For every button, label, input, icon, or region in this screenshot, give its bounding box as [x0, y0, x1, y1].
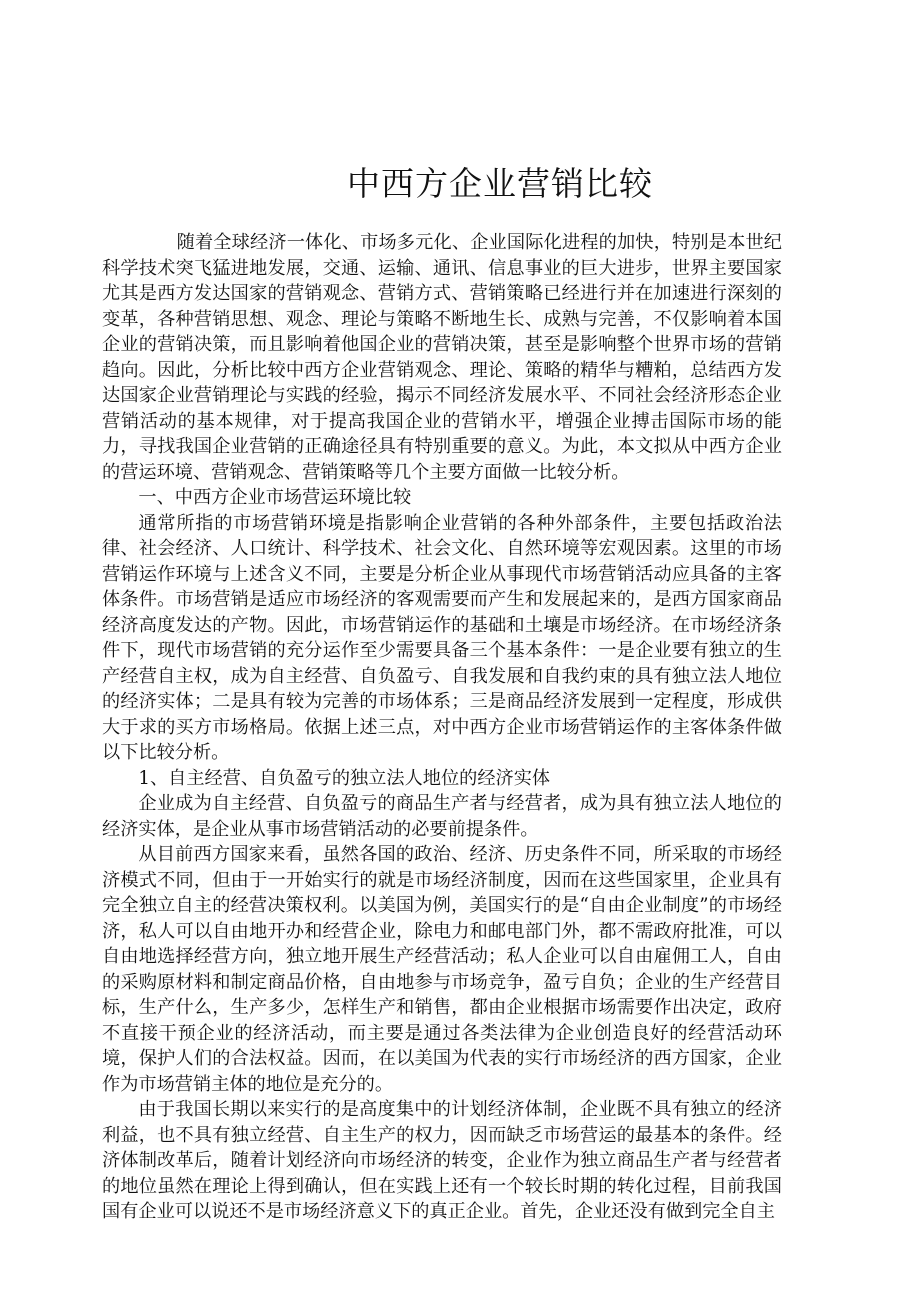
- subsection-heading: 1、自主经营、自负盈亏的独立法人地位的经济实体: [138, 767, 551, 789]
- body-paragraph: 通常所指的市场营销环境是指影响企业营销的各种外部条件，主要包括政治法律、社会经济、人口统计、科学技术、社会文化、自然环境等宏观因素。这里的市场营销运作环境与上述含义不同，主要是分析企业从事现代市场营销活动应具备的主客体条件。市场营销是适应市场经济的客观需要而产生和发展起来的，是西方国家商品经济高度发达的产物。因此，市场营销运作的基础和土壤是市场经济。在市场经济条件下，现代市场营销的充分运作至少需要具备三个基本条件：一是企业要有独立的生产经营自主权，成为自主经营、自负盈亏、自我发展和自我约束的具有独立法人地位的经济实体；二是具有较为完善的市场体系；三是商品经济发展到一定程度，形成供大于求的买方市场格局。依据上述三点，对中西方企业市场营销运作的主客体条件做以下比较分析。: [102, 512, 782, 763]
- body-paragraph: 从目前西方国家来看，虽然各国的政治、经济、历史条件不同，所采取的市场经济模式不同，但由于一开始实行的就是市场经济制度，因而在这些国家里，企业具有完全独立自主的经营决策权利。以美国为例，美国实行的是“自由企业制度”的市场经济，私人可以自由地开办和经营企业，除电力和邮电部门外，都不需政府批准，可以自由地选择经营方向，独立地开展生产经营活动；私人企业可以自由雇佣工人，自由的采购原材料和制定商品价格，自由地参与市场竞争，盈亏自负；企业的生产经营目标，生产什么，生产多少，怎样生产和销售，都由企业根据市场需要作出决定，政府不直接干预企业的经济活动，而主要是通过各类法律为企业创造良好的经营活动环境，保护人们的合法权益。因而，在以美国为代表的实行市场经济的西方国家，企业作为市场营销主体的地位是充分的。: [102, 844, 782, 1095]
- intro-paragraph: 随着全球经济一体化、市场多元化、企业国际化进程的加快，特别是本世纪科学技术突飞猛进地发展，交通、运输、通讯、信息事业的巨大进步，世界主要国家尤其是西方发达国家的营销观念、营销方式、营销策略已经进行并在加速进行深刻的变革，各种营销思想、观念、理论与策略不断地生长、成熟与完善，不仅影响着本国企业的营销决策，而且影响着他国企业的营销决策，甚至是影响整个世界市场的营销趋向。因此，分析比较中西方企业营销观念、理论、策略的精华与糟粕，总结西方发达国家企业营销理论与实践的经验，揭示不同经济发展水平、不同社会经济形态企业营销活动的基本规律，对于提高我国企业的营销水平，增强企业搏击国际市场的能力，寻找我国企业营销的正确途径具有特别重要的意义。为此，本文拟从中西方企业的营运环境、营销观念、营销策略等几个主要方面做一比较分析。: [102, 232, 782, 483]
- body-paragraph: 企业成为自主经营、自负盈亏的商品生产者与经营者，成为具有独立法人地位的经济实体，是企业从事市场营销活动的必要前提条件。: [102, 793, 782, 840]
- document-body: [102, 230, 782, 1225]
- section-heading: 一、中西方企业市场营运环境比较: [138, 487, 412, 508]
- body-paragraph: 由于我国长期以来实行的是高度集中的计划经济体制，企业既不具有独立的经济利益，也不具有独立经营、自主生产的权力，因而缺乏市场营运的最基本的条件。经济体制改革后，随着计划经济向市场经济的转变，企业作为独立商品生产者与经营者的地位虽然在理论上得到确认，但在实践上还有一个较长时期的转化过程，目前我国国有企业可以说还不是市场经济意义下的真正企业。首先，企业还没有做到完全自主: [102, 1099, 782, 1222]
- document-title: 中西方企业营销比较: [347, 164, 653, 203]
